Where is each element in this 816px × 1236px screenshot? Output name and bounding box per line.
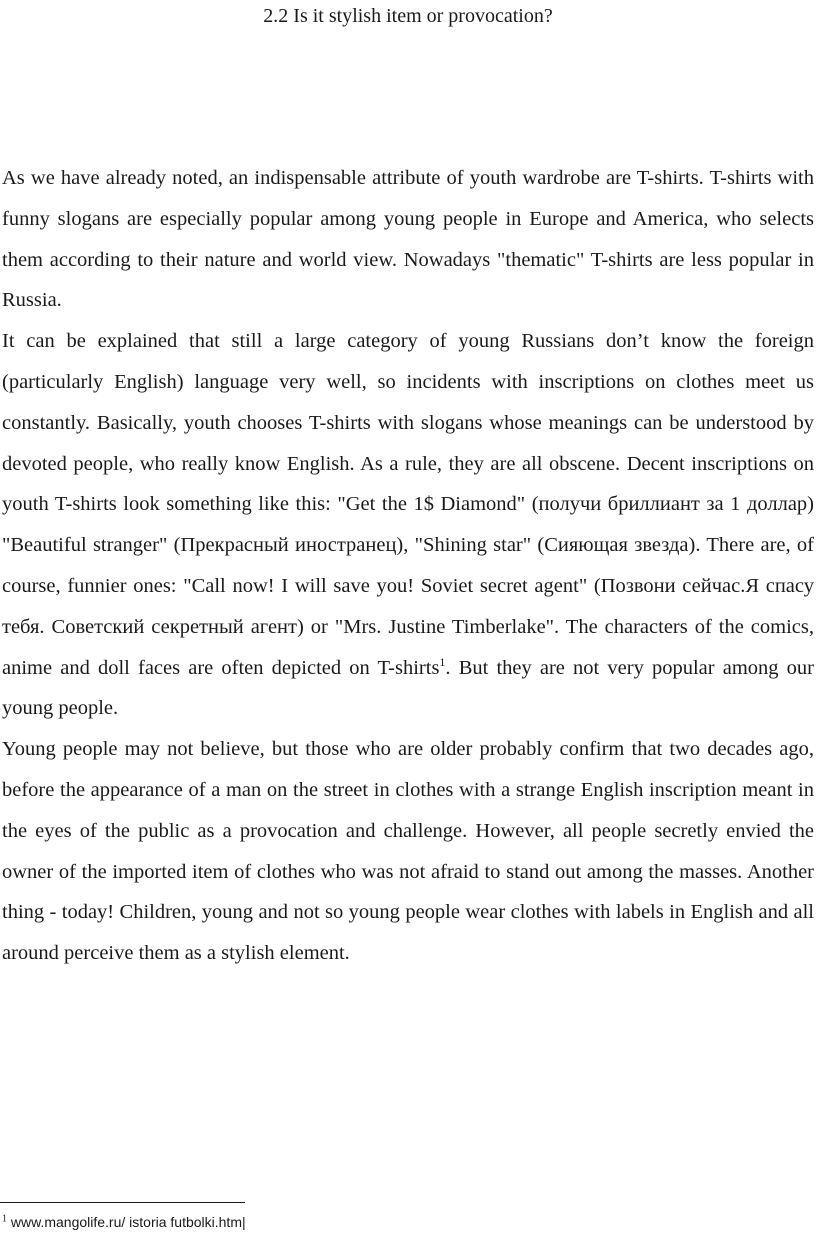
- paragraph-2: [2, 321, 814, 729]
- footnote-separator: [0, 1202, 245, 1203]
- paragraph-2-text-after-note: . But they are not very popular among our young people.: [2, 656, 814, 720]
- paragraph-1: As we have already noted, an indispensable attribute of youth wardrobe are T-shirts. T-shirts with funny slogans are especially popular among young people in Europe and America, who selects them according to their nature and world view. Nowadays "thematic" T-shirts are less popular in Russia.: [2, 167, 814, 312]
- footnote-text: www.mangolife.ru/ istoria futbolki.htm|: [7, 1214, 246, 1230]
- paragraph-3: Young people may not believe, but those who are older probably confirm that two decades ago, before the appearance of a man on the street in clothes with a strange English inscription meant in the eyes of the public as a provocation and challenge. However, all people secretly envied the owner of the imported item of clothes who was not afraid to stand out among the masses. Another thing - today! Children, young and not so young people wear clothes with labels in English and all around perceive them as a stylish element.: [2, 738, 814, 965]
- footnote: [2, 1212, 246, 1232]
- footnote-marker: 1: [2, 1213, 7, 1225]
- footnote-reference: 1: [439, 654, 446, 669]
- paragraph-2-text-before-note: It can be explained that still a large category of young Russians don’t know the foreign (particularly English) language very well, so incidents with inscriptions on clothes meet us constantly. Basically, youth chooses T-shirts with slogans whose meanings can be understood by devoted people, who really know English. As a rule, they are all obscene. Decent inscriptions on youth T-shirts look something like this: "Get the 1$ Diamond" (получи бриллиант за 1 доллар) "Beautiful stranger" (Прекрасный иностранец), "Shining star" (Сияющая звезда). There are, of course, funnier ones: "Call now! I will save you! Soviet secret agent" (Позвони сейчас.Я спасу тебя. Советский секретный агент) or "Mrs. Justine Timberlake". The characters of the comics, anime and doll faces are often depicted on T-shirts: [2, 330, 814, 679]
- body-text: [2, 158, 814, 974]
- section-heading: 2.2 Is it stylish item or provocation?: [263, 5, 553, 27]
